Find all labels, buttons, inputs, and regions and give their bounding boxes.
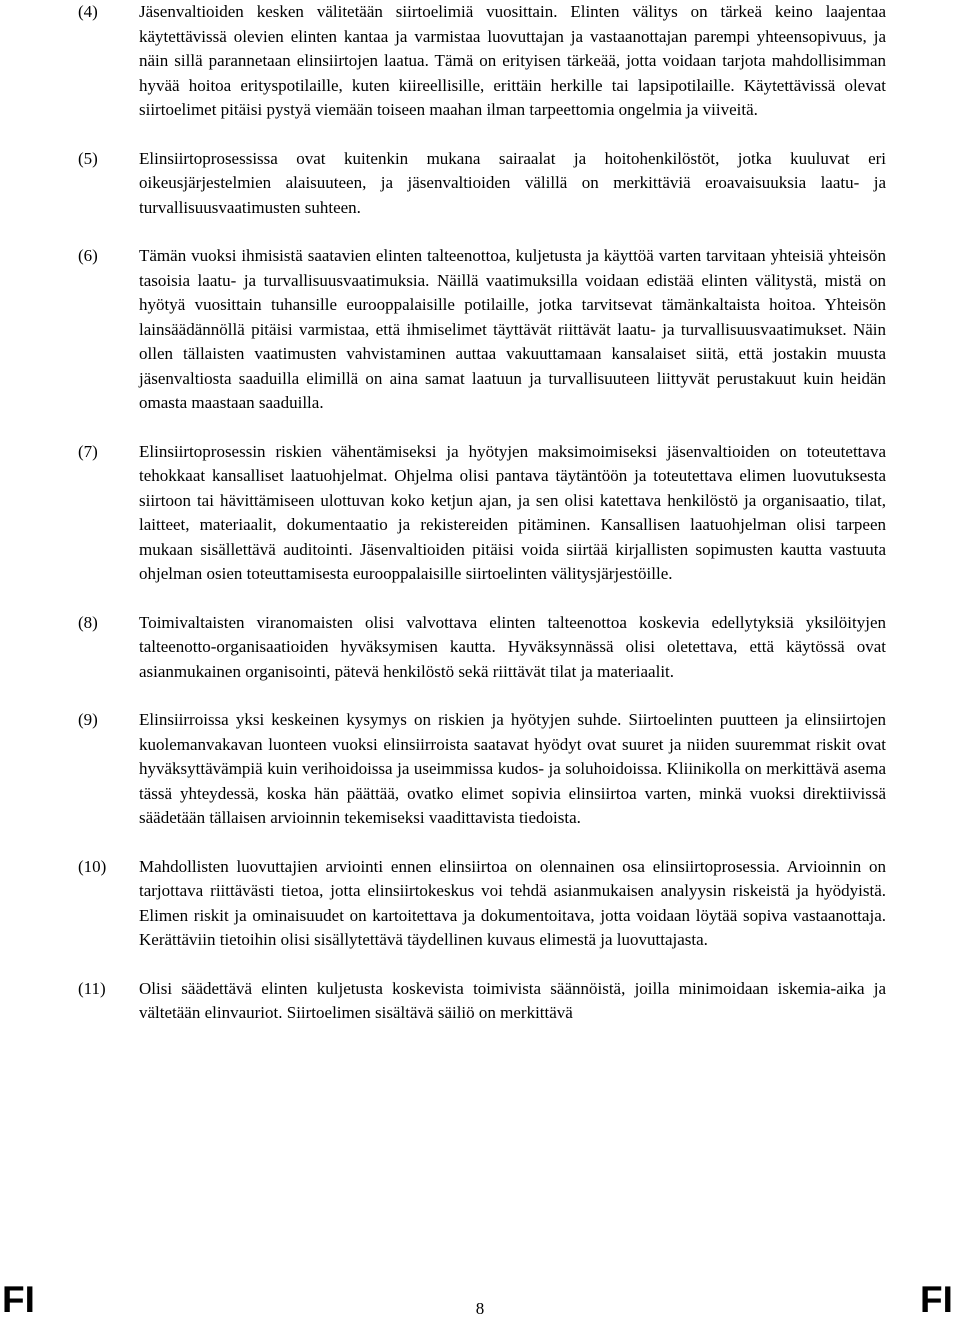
recital-8	[78, 611, 886, 685]
recital-text: Mahdollisten luovuttajien arviointi ennen elinsiirtoa on olennainen osa elinsiirtoprosessia. Arvioinnin on tarjottava riittävästi tietoa, jotta elinsiirtokeskus voi tehdä asianmukaisen analyysin riskeistä ja hyödyistä. Elimen riskit ja ominaisuudet on kartoitettava ja dokumentoitava, jotta voidaan löytää sopiva vastaanottaja. Kerättäviin tietoihin olisi sisällytettävä täydellinen kuvaus elimestä ja luovuttajasta.	[139, 856, 886, 949]
footer-language-mark-right: FI	[920, 1279, 953, 1320]
page-number: 8	[475, 1299, 485, 1318]
recitals-list	[78, 0, 886, 1050]
recital-11	[78, 977, 886, 1026]
recital-6	[78, 244, 886, 416]
recital-9	[78, 708, 886, 831]
recital-text: Elinsiirtoprosessissa ovat kuitenkin mukana sairaalat ja hoitohenkilöstöt, jotka kuuluvat eri oikeusjärjestelmien alaisuuteen, ja jäsenvaltioiden välillä on merkittäviä eroavaisuuksia laatu- ja turvallisuusvaatimusten suhteen.	[139, 148, 886, 217]
recital-text: Toimivaltaisten viranomaisten olisi valvottava elinten talteenottoa koskevia edellytyksiä yksilöityjen talteenotto-organisaatioiden hyväksymisen kautta. Hyväksynnässä olisi oletettava, että käytössä ovat asianmukainen organisointi, pätevä henkilöstö sekä riittävät tilat ja materiaalit.	[139, 612, 886, 681]
recital-4	[78, 0, 886, 123]
recital-text: Olisi säädettävä elinten kuljetusta koskevista toimivista säännöistä, joilla minimoidaan iskemia-aika ja vältetään elinvauriot. Siirtoelimen sisältävä säiliö on merkittävä	[139, 978, 886, 1022]
recital-10	[78, 855, 886, 953]
recital-text: Tämän vuoksi ihmisistä saatavien elinten talteenottoa, kuljetusta ja käyttöä varten tarvitaan yhteisiä yhteisön tasoisia laatu- ja turvallisuusvaatimuksia. Näillä vaatimuksilla voidaan edistää elinten välitystä, mistä on hyötyä vuosittain tuhansille eurooppalaisille potilaille, jotka tarvitsevat tämänkaltaista hoitoa. Yhteisön lainsäädännöllä pitäisi varmistaa, että ihmiselimet täyttävät riittävät laatu- ja turvallisuusvaatimukset. Näin ollen tällaisten vaatimusten vahvistaminen auttaa vakuuttamaan kansalaiset siitä, että jostakin muusta jäsenvaltiosta saaduilla elimillä on aina samat laatuun ja turvallisuuteen liittyvät perustakuut kuin heidän omasta maastaan saaduilla.	[139, 246, 886, 412]
recital-text: Elinsiirtoprosessin riskien vähentämiseksi ja hyötyjen maksimoimiseksi jäsenvaltioiden on toteutettava tehokkaat kansalliset laatuohjelmat. Ohjelma olisi pantava täytäntöön ja toteutettava elimen luovutuksesta siirtoon tai hävittämiseen ulottuvan koko ketjun ajan, ja sen olisi katettava henkilöstö ja organisaatio, tilat, laitteet, materiaalit, dokumentaatio ja rekistereiden pitäminen. Kansallisen laatuohjelman olisi tarpeen mukaan sisällettävä auditointi. Jäsenvaltioiden pitäisi voida siirtää kirjallisten sopimusten kautta vastuuta ohjelman osien toteuttamisesta eurooppalaisille siirtoelinten välitysjärjestöille.	[139, 441, 886, 583]
recital-number: (5)	[78, 148, 98, 168]
recital-number: (11)	[78, 978, 106, 998]
recital-number: (10)	[78, 856, 107, 876]
recital-number: (4)	[78, 2, 98, 21]
recital-5	[78, 147, 886, 221]
recital-number: (7)	[78, 441, 98, 461]
recital-text: Jäsenvaltioiden kesken välitetään siirtoelimiä vuosittain. Elinten välitys on tärkeä keino laajentaa käytettävissä olevien elinten kantaa ja varmistaa luovuttajan ja vastaanottajan parempi yhteensopivuus, ja näin sillä parannetaan elinsiirtojen laatua. Tämä on erityisen tärkeää, jotta voidaan tarjota mahdollisimman hyvää hoitoa erityspotilaille, kuten kiireellisille, erittäin herkille tai lapsipotilaille. Käytettävissä olevat siirtoelimet pitäisi pystyä viemään toiseen maahan ilman tarpeettomia ongelmia ja viiveitä.	[139, 2, 886, 119]
recital-number: (6)	[78, 246, 98, 265]
recital-text: Elinsiirroissa yksi keskeinen kysymys on riskien ja hyötyjen suhde. Siirtoelinten puutteen ja elinsiirtojen kuolemanvakavan luonteen vuoksi elinsiirroista saatavat hyödyt ovat suuret ja niiden suuremmat riskit ovat hyväksyttävämpiä kuin verihoidoissa ja useimmissa kudos- ja soluhoidoissa. Kliinikolla on merkittävä asema tässä yhteydessä, koska hän päättää, ovatko elimet sopivia elinsiirtoa varten, minkä vuoksi direktiivissä säädetään tällaisen arvioinnin tekemiseksi vaadittavista tiedoista.	[139, 710, 886, 827]
recital-7	[78, 440, 886, 587]
footer-language-mark-left: FI	[2, 1279, 35, 1320]
recital-number: (9)	[78, 710, 98, 729]
recital-number: (8)	[78, 612, 98, 632]
